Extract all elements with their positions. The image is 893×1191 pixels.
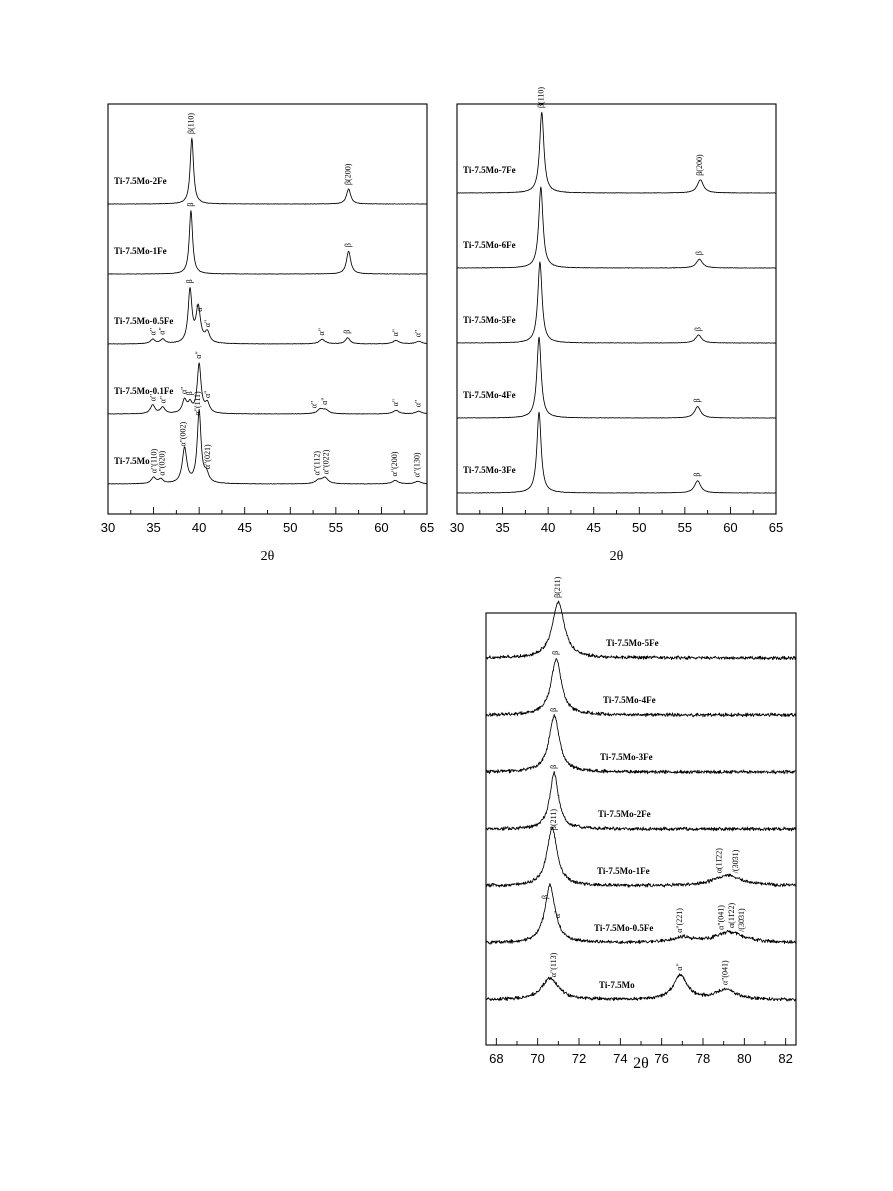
panel-a-sample-label-ti-7-5mo-0-5fe: Ti-7.5Mo-0.5Fe (114, 316, 174, 326)
panel-a-peak-label: α" (193, 351, 203, 359)
panel-c-peak-label: β(211) (549, 808, 559, 831)
panel-a-xtick-label: 35 (146, 520, 161, 535)
panel-a-xtick-label: 55 (328, 520, 344, 535)
panel-c-trace-ti-7-5mo-0-5fe (486, 884, 796, 945)
panel-a-peak-label: α"(022) (321, 449, 331, 475)
panel-c-peak-label: /(30̄31) (737, 908, 747, 932)
panel-a-peak-label: α" (319, 397, 329, 405)
panel-b-xtick-label: 30 (449, 520, 465, 535)
panel-c-sample-label-ti-7-5mo-5fe: Ti-7.5Mo-5Fe (606, 638, 659, 648)
xrd-panel-c (486, 576, 796, 1072)
panel-b-xtick-label: 40 (540, 520, 556, 535)
panel-c-peak-label: β (549, 707, 559, 712)
panel-c-trace-ti-7-5mo-5fe (486, 601, 796, 660)
panel-a-peak-label: α" (390, 398, 400, 407)
panel-a-peak-label: α" (413, 329, 423, 338)
panel-a-x-axis-label: 2θ (260, 549, 275, 564)
panel-a-peak-label: α" (157, 327, 167, 335)
panel-b-sample-label-ti-7-5mo-7fe: Ti-7.5Mo-7Fe (463, 165, 516, 175)
panel-b-trace-ti-7-5mo-7fe (457, 112, 776, 193)
panel-a-peak-label: α"(110) (149, 448, 159, 474)
panel-b-trace-ti-7-5mo-4fe (457, 337, 776, 418)
panel-a-xtick-label: 50 (283, 520, 298, 535)
panel-a-peak-label: β (184, 391, 194, 396)
panel-c-sample-label-ti-7-5mo: Ti-7.5Mo (599, 980, 635, 990)
panel-a-peak-label: α" (317, 328, 327, 336)
panel-a-peak-label: β (342, 329, 352, 334)
panel-a-sample-label-ti-7-5mo-2fe: Ti-7.5Mo-2Fe (114, 176, 167, 186)
panel-a-sample-label-ti-7-5mo: Ti-7.5Mo (114, 456, 150, 466)
panel-a-peak-label: α" (390, 328, 400, 337)
panel-a-xtick-label: 45 (237, 520, 252, 535)
panel-a-peak-label: α" (148, 393, 158, 402)
panel-b-peak-label: β (693, 326, 703, 332)
panel-c-x-axis-label: 2θ (633, 1055, 649, 1072)
panel-b-peak-label: β (692, 398, 702, 403)
panel-b-peak-label: β(200) (695, 154, 705, 176)
panel-b-xtick-label: 65 (768, 520, 784, 535)
panel-b-trace-ti-7-5mo-3fe (457, 412, 776, 493)
panel-a-sample-label-ti-7-5mo-1fe: Ti-7.5Mo-1Fe (114, 246, 167, 256)
panel-a-xtick-label: 65 (419, 520, 435, 535)
panel-c-peak-label: α"(221) (675, 908, 685, 933)
panel-a-peak-label: α"(020) (157, 450, 167, 476)
panel-a-peak-label: α" (309, 400, 319, 409)
panel-a-peak-label: α" (203, 319, 213, 328)
panel-c-trace-ti-7-5mo-3fe (486, 714, 796, 773)
panel-c-xtick-label: 78 (695, 1051, 711, 1066)
panel-c-peak-label: β(211) (553, 576, 563, 598)
panel-a-peak-label: β(200) (343, 163, 353, 186)
panel-c-trace-ti-7-5mo-2fe (486, 771, 796, 831)
panel-b-trace-ti-7-5mo-6fe (457, 187, 776, 268)
panel-b-trace-ti-7-5mo-5fe (457, 262, 776, 343)
panel-c-trace-ti-7-5mo-4fe (486, 659, 796, 717)
panel-a-peak-label: α"(002) (178, 421, 188, 447)
panel-a-peak-label: α"(021) (203, 444, 213, 470)
panel-c-peak-label: α(11̄22) (714, 848, 724, 874)
panel-b-sample-label-ti-7-5mo-4fe: Ti-7.5Mo-4Fe (463, 390, 516, 400)
panel-b-peak-label: β (692, 472, 702, 477)
panel-b-xtick-label: 50 (632, 520, 647, 535)
xrd-panel-b (450, 87, 783, 564)
panel-a-sample-label-ti-7-5mo-0-1fe: Ti-7.5Mo-0.1Fe (114, 386, 174, 396)
panel-a-peak-label: α"(130) (412, 452, 422, 478)
panel-c-peak-label: α" (675, 963, 685, 971)
panel-b-sample-label-ti-7-5mo-5fe: Ti-7.5Mo-5Fe (463, 315, 516, 325)
panel-a-peak-label: β (185, 202, 195, 207)
panel-c-xtick-label: 76 (654, 1051, 669, 1066)
panel-a-peak-label: α" (179, 386, 189, 395)
panel-c-sample-label-ti-7-5mo-4fe: Ti-7.5Mo-4Fe (603, 695, 656, 705)
panel-a-peak-label: β (343, 243, 353, 248)
panel-b-xtick-label: 55 (677, 520, 693, 535)
panel-a-xtick-label: 40 (191, 520, 207, 535)
panel-c-sample-label-ti-7-5mo-3fe: Ti-7.5Mo-3Fe (600, 752, 653, 762)
panel-c-sample-label-ti-7-5mo-0-5fe: Ti-7.5Mo-0.5Fe (594, 923, 654, 933)
panel-c-peak-label: /(30̄31) (730, 849, 740, 874)
panel-a-peak-label: α" (194, 304, 204, 312)
panel-c-peak-label: α"(041) (720, 960, 730, 986)
panel-c-peak-label: α(11̄22) (726, 902, 736, 928)
panel-b-xtick-label: 60 (723, 520, 738, 535)
panel-c-trace-ti-7-5mo (486, 974, 796, 1001)
panel-c-xtick-label: 72 (571, 1051, 587, 1066)
panel-b-sample-label-ti-7-5mo-6fe: Ti-7.5Mo-6Fe (463, 240, 516, 250)
panel-c-trace-ti-7-5mo-1fe (486, 827, 796, 887)
panel-c-peak-label: β (549, 764, 559, 769)
panel-c-peak-label: α"(113) (549, 952, 559, 978)
panel-a-peak-label: α"(200) (389, 451, 399, 477)
panel-b-peak-label: β(110) (536, 86, 546, 109)
panel-a-peak-label: α"(111) (193, 391, 203, 416)
panel-c-xtick-label: 70 (530, 1051, 545, 1066)
panel-b-xtick-label: 35 (495, 520, 510, 535)
panel-c-peak-label: α" (553, 910, 563, 919)
panel-a-peak-label: α" (203, 390, 213, 399)
panel-a-xtick-label: 30 (100, 520, 116, 535)
panel-a-peak-label: α" (158, 395, 168, 404)
panel-c-xtick-label: 68 (489, 1051, 504, 1066)
panel-c-sample-label-ti-7-5mo-1fe: Ti-7.5Mo-1Fe (597, 866, 650, 876)
panel-c-peak-label: β (551, 650, 561, 655)
panel-c-peak-label: α"(041) (716, 905, 726, 930)
panel-c-xtick-label: 74 (613, 1051, 628, 1066)
panel-c-peak-label: β (540, 894, 550, 899)
panel-c-xtick-label: 82 (778, 1051, 793, 1066)
panel-b-x-axis-label: 2θ (609, 549, 624, 564)
panel-a-trace-ti-7-5mo-1fe (108, 211, 427, 275)
panel-a-xtick-label: 60 (374, 520, 389, 535)
panel-a-peak-label: α"(112) (312, 450, 322, 476)
panel-b-peak-label: β (694, 251, 704, 256)
panel-c-sample-label-ti-7-5mo-2fe: Ti-7.5Mo-2Fe (598, 809, 651, 819)
panel-b-sample-label-ti-7-5mo-3fe: Ti-7.5Mo-3Fe (463, 465, 516, 475)
panel-a-peak-label: α" (148, 327, 158, 336)
panel-a-trace-ti-7-5mo-2fe (108, 138, 427, 204)
xrd-panel-a (101, 104, 434, 564)
panel-b-xtick-label: 45 (586, 520, 601, 535)
panel-a-peak-label: β(110) (186, 112, 196, 134)
panel-a-peak-label: α" (413, 399, 423, 408)
panel-c-xtick-label: 80 (737, 1051, 752, 1066)
panel-a-peak-label: β (184, 279, 194, 284)
